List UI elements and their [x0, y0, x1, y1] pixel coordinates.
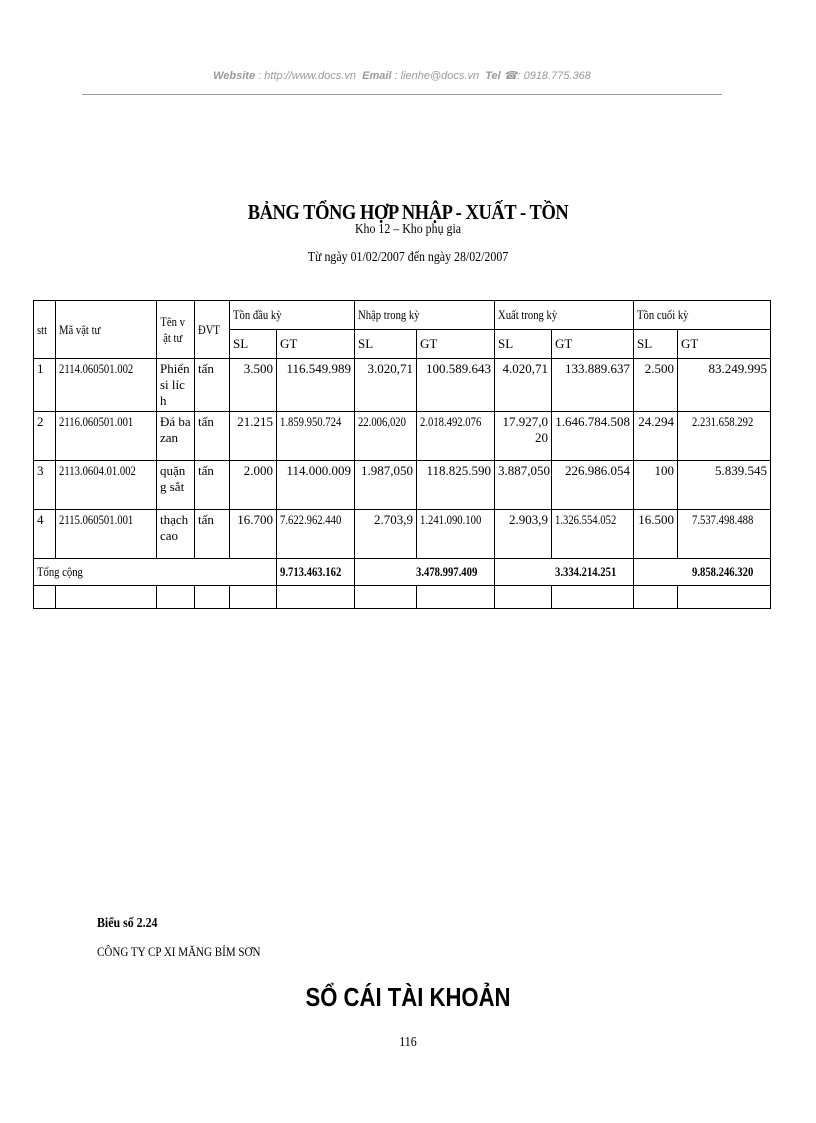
total-close-gt: 9.858.246.320 — [634, 559, 771, 586]
cell-close-sl: 16.500 — [634, 510, 678, 559]
cell-in-sl: 1.987,050 — [355, 461, 417, 510]
blank-cell — [417, 586, 495, 609]
cell-open-gt: 7.622.962.440 — [277, 510, 355, 559]
cell-stt: 2 — [34, 412, 56, 461]
cell-unit: tấn — [195, 359, 230, 412]
cell-open-sl: 2.000 — [230, 461, 277, 510]
cell-close-gt: 83.249.995 — [678, 359, 771, 412]
report-date-range: Từ ngày 01/02/2007 đến ngày 28/02/2007 — [307, 250, 509, 265]
tel-value: : 0918.775.368 — [517, 70, 591, 82]
subheader-gt: GT — [678, 330, 771, 359]
table-row — [34, 461, 771, 510]
total-open-gt: 9.713.463.162 — [277, 559, 355, 586]
header-export: Xuất trong kỳ — [495, 301, 634, 330]
cell-stt: 4 — [34, 510, 56, 559]
blank-row — [34, 586, 771, 609]
subheader-gt: GT — [277, 330, 355, 359]
cell-open-gt: 116.549.989 — [277, 359, 355, 412]
cell-open-sl: 21.215 — [230, 412, 277, 461]
cell-out-sl: 2.903,9 — [495, 510, 552, 559]
cell-out-sl: 4.020,71 — [495, 359, 552, 412]
blank-cell — [552, 586, 634, 609]
inventory-table — [33, 300, 771, 609]
header-import: Nhập trong kỳ — [355, 301, 495, 330]
email-label: Email — [362, 70, 392, 82]
cell-close-gt: 7.537.498.488 — [678, 510, 771, 559]
tel-label: Tel — [485, 70, 501, 82]
cell-out-gt: 1.326.554.052 — [552, 510, 634, 559]
cell-name: quặng sắt — [157, 461, 195, 510]
header-unit: ĐVT — [195, 301, 230, 359]
header-name: Tên vật tư — [157, 301, 195, 359]
cell-close-gt: 2.231.658.292 — [678, 412, 771, 461]
cell-out-sl: 3.887,050 — [495, 461, 552, 510]
blank-cell — [355, 586, 417, 609]
blank-cell — [277, 586, 355, 609]
cell-code: 2116.060501.001 — [56, 412, 157, 461]
blank-cell — [678, 586, 771, 609]
cell-close-sl: 100 — [634, 461, 678, 510]
cell-name: Đá bazan — [157, 412, 195, 461]
table-row — [34, 359, 771, 412]
header-opening: Tồn đầu kỳ — [230, 301, 355, 330]
subheader-gt: GT — [552, 330, 634, 359]
cell-out-gt: 226.986.054 — [552, 461, 634, 510]
cell-unit: tấn — [195, 510, 230, 559]
cell-open-gt: 1.859.950.724 — [277, 412, 355, 461]
ledger-title: SỔ CÁI TÀI KHOẢN — [305, 982, 511, 1012]
report-title: BẢNG TỔNG HỢP NHẬP - XUẤT - TỒN — [247, 200, 569, 224]
total-row — [34, 559, 771, 586]
cell-in-sl: 2.703,9 — [355, 510, 417, 559]
page-number: 116 — [399, 1035, 417, 1050]
blank-cell — [157, 586, 195, 609]
blank-cell — [634, 586, 678, 609]
cell-code: 2115.060501.001 — [56, 510, 157, 559]
cell-stt: 3 — [34, 461, 56, 510]
header-stt: stt — [34, 301, 56, 359]
total-in-gt: 3.478.997.409 — [355, 559, 495, 586]
cell-name: Phiến si lích — [157, 359, 195, 412]
header-divider — [82, 94, 722, 95]
blank-cell — [56, 586, 157, 609]
cell-code: 2114.060501.002 — [56, 359, 157, 412]
cell-open-sl: 3.500 — [230, 359, 277, 412]
website-value: : http://www.docs.vn — [258, 70, 356, 82]
table-row — [34, 412, 771, 461]
cell-close-sl: 2.500 — [634, 359, 678, 412]
total-label: Tổng cộng — [34, 559, 277, 586]
table-row — [34, 510, 771, 559]
blank-cell — [495, 586, 552, 609]
company-name: CÔNG TY CP XI MĂNG BỈM SƠN — [97, 944, 261, 959]
cell-in-gt: 2.018.492.076 — [417, 412, 495, 461]
cell-out-gt: 133.889.637 — [552, 359, 634, 412]
cell-in-sl: 3.020,71 — [355, 359, 417, 412]
total-out-gt: 3.334.214.251 — [495, 559, 634, 586]
cell-unit: tấn — [195, 412, 230, 461]
cell-open-gt: 114.000.009 — [277, 461, 355, 510]
cell-open-sl: 16.700 — [230, 510, 277, 559]
form-number: Biểu số 2.24 — [97, 916, 158, 931]
cell-stt: 1 — [34, 359, 56, 412]
page-header — [82, 69, 722, 82]
email-value: : lienhe@docs.vn — [394, 70, 480, 82]
cell-code: 2113.0604.01.002 — [56, 461, 157, 510]
subheader-sl: SL — [230, 330, 277, 359]
subheader-sl: SL — [634, 330, 678, 359]
cell-out-gt: 1.646.784.508 — [552, 412, 634, 461]
blank-cell — [195, 586, 230, 609]
cell-out-sl: 17.927,020 — [495, 412, 552, 461]
website-label: Website — [213, 70, 256, 82]
subheader-sl: SL — [355, 330, 417, 359]
phone-icon: ☎ — [503, 70, 518, 82]
cell-in-gt: 118.825.590 — [417, 461, 495, 510]
report-subtitle: Kho 12 – Kho phụ gia — [354, 222, 462, 237]
header-closing: Tồn cuối kỳ — [634, 301, 771, 330]
cell-close-sl: 24.294 — [634, 412, 678, 461]
table-header-row — [34, 301, 771, 330]
header-code: Mã vật tư — [56, 301, 157, 359]
cell-unit: tấn — [195, 461, 230, 510]
cell-in-sl: 22.006,020 — [355, 412, 417, 461]
cell-in-gt: 100.589.643 — [417, 359, 495, 412]
blank-cell — [230, 586, 277, 609]
subheader-gt: GT — [417, 330, 495, 359]
blank-cell — [34, 586, 56, 609]
cell-name: thạch cao — [157, 510, 195, 559]
subheader-sl: SL — [495, 330, 552, 359]
cell-close-gt: 5.839.545 — [678, 461, 771, 510]
cell-in-gt: 1.241.090.100 — [417, 510, 495, 559]
